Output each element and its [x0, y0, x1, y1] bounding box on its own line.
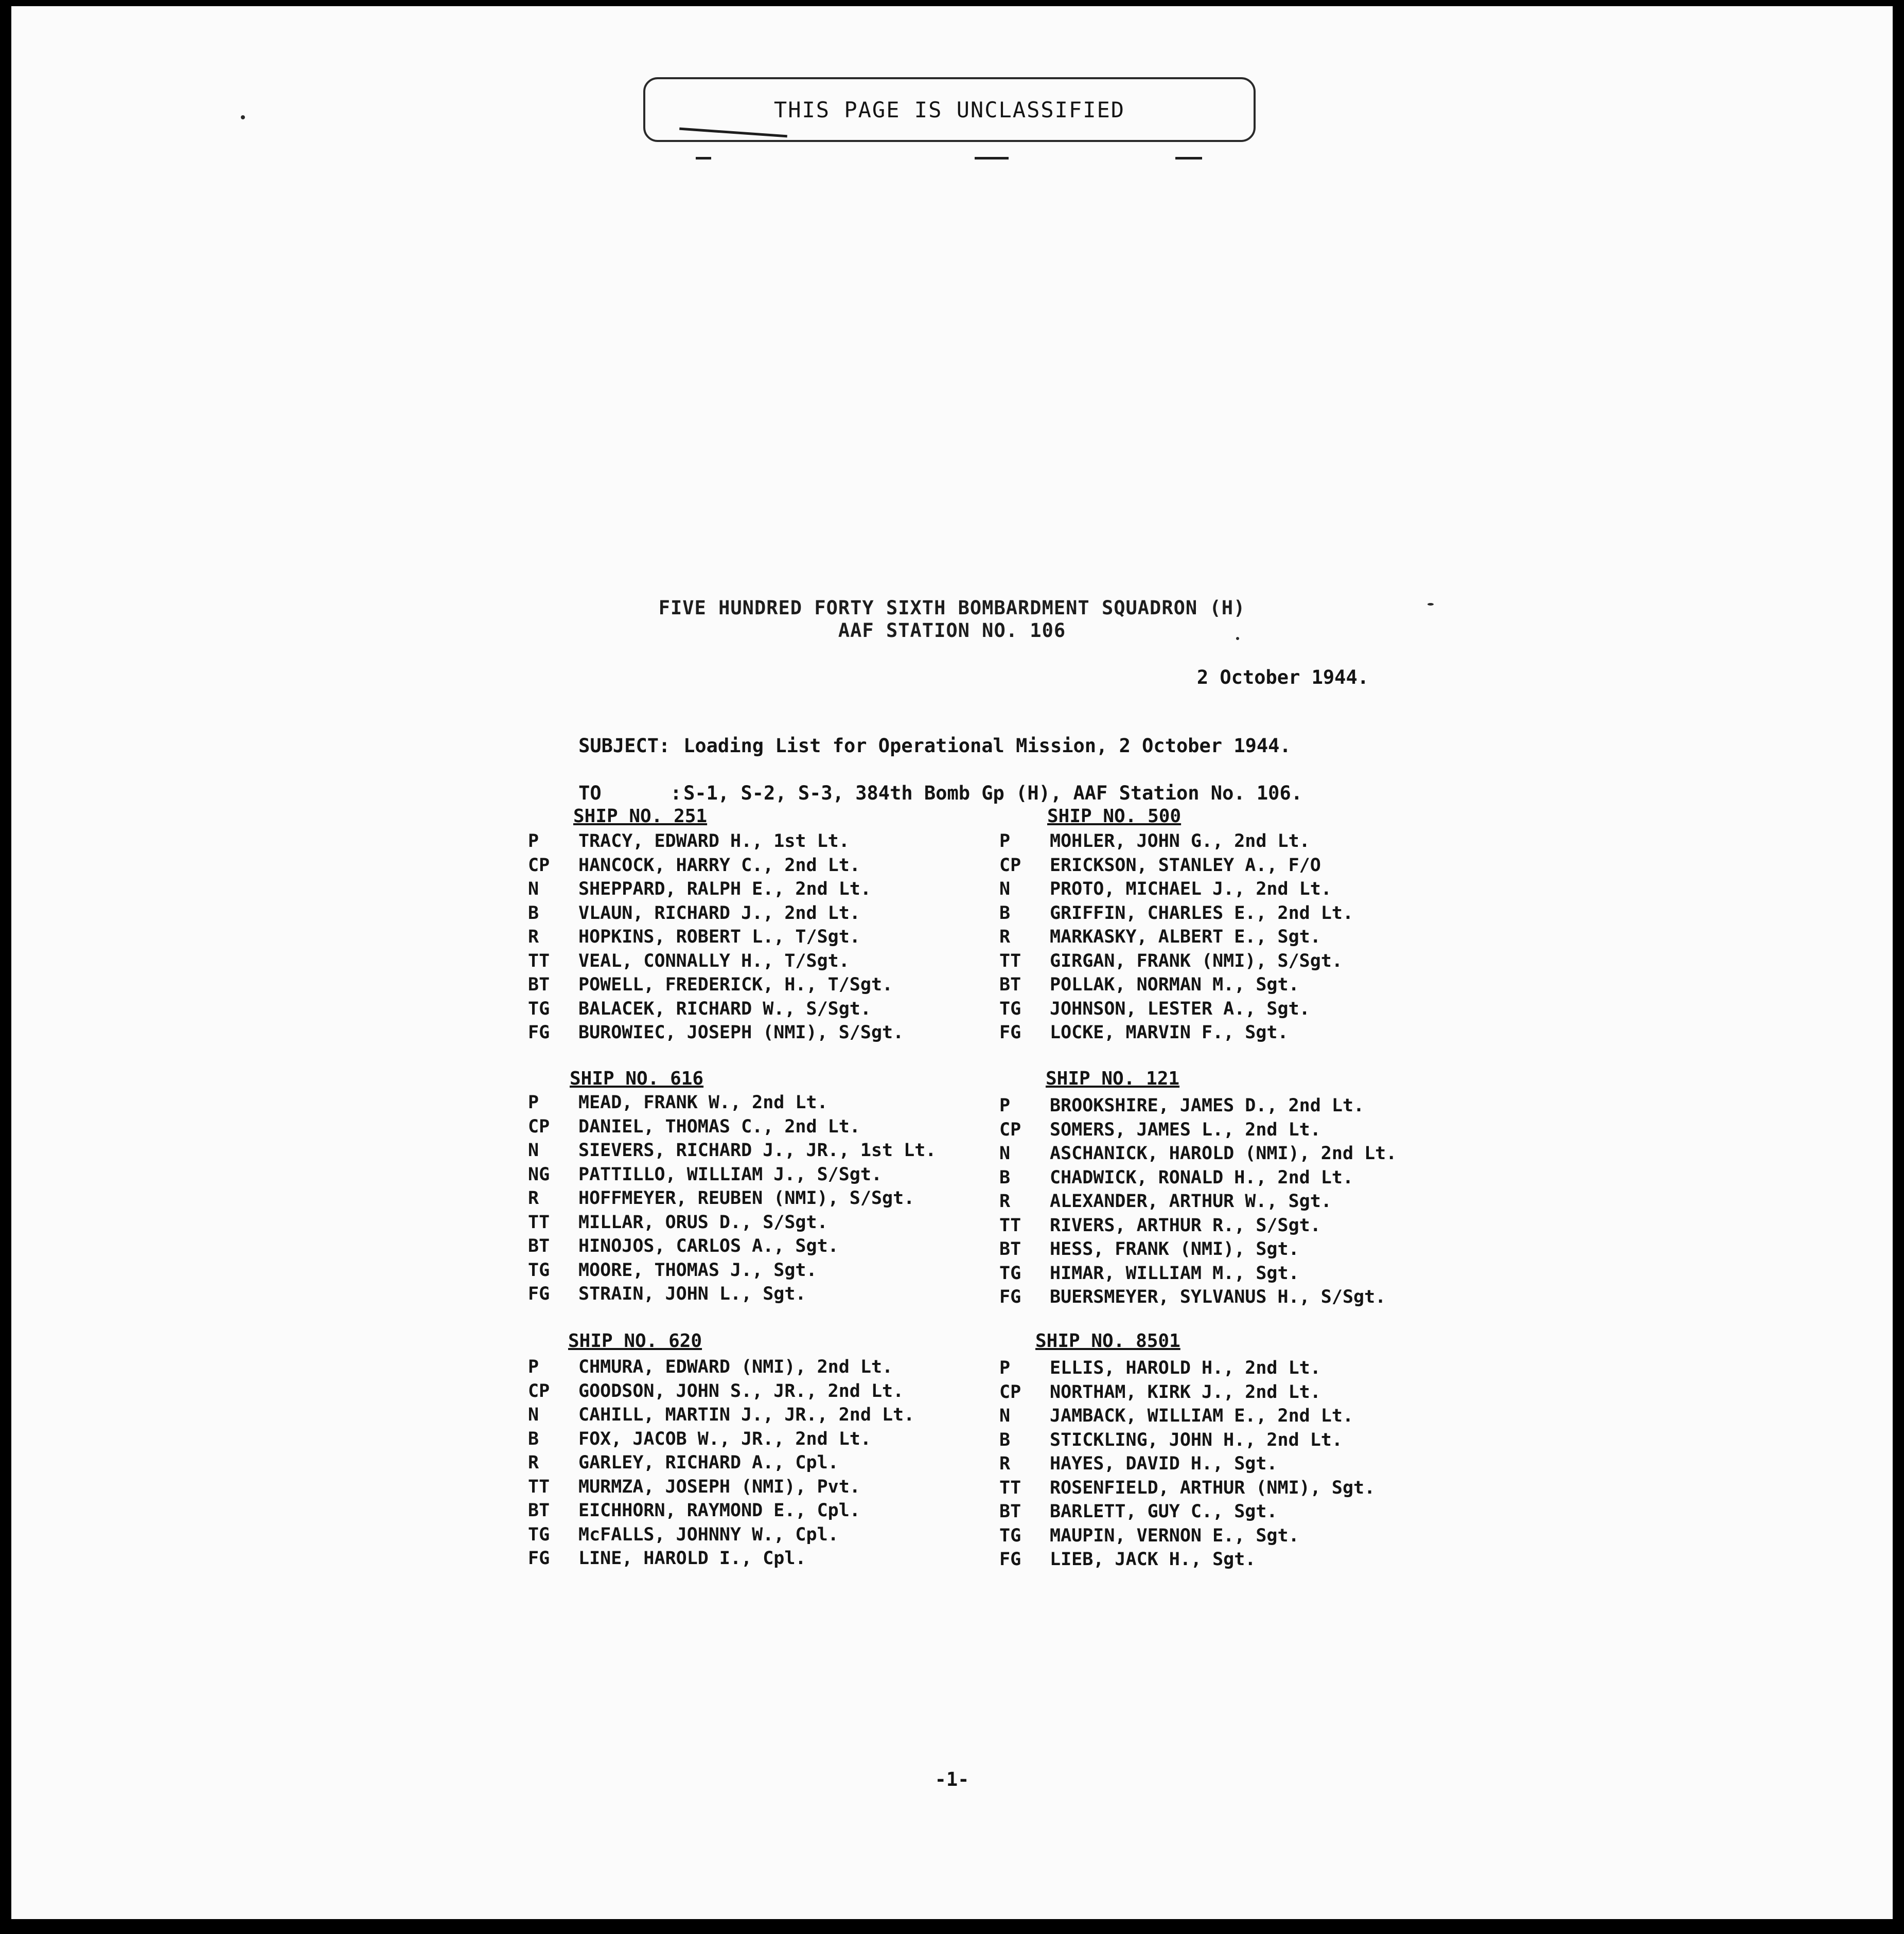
crew-name: SOMERS, JAMES L., 2nd Lt.: [1050, 1119, 1321, 1140]
crew-position: TT: [999, 1215, 1021, 1236]
crew-row: [528, 925, 971, 949]
crew-row: [528, 1163, 971, 1187]
crew-position: CP: [999, 1119, 1021, 1140]
crew-row: [528, 1139, 971, 1163]
crew-name: FOX, JACOB W., JR., 2nd Lt.: [578, 1428, 871, 1449]
crew-row: [999, 1285, 1442, 1309]
crew-name: NORTHAM, KIRK J., 2nd Lt.: [1050, 1381, 1321, 1403]
crew-row: [528, 877, 971, 901]
subject-label: SUBJECT:: [578, 735, 671, 757]
ship-title: SHIP NO. 620: [568, 1330, 702, 1352]
crew-position: TG: [528, 1259, 550, 1281]
crew-row: [999, 1190, 1442, 1214]
crew-row: [999, 901, 1442, 926]
crew-row: [528, 1403, 971, 1427]
crew-name: MARKASKY, ALBERT E., Sgt.: [1050, 927, 1321, 948]
crew-position: B: [528, 902, 539, 924]
crew-name: ROSENFIELD, ARTHUR (NMI), Sgt.: [1050, 1477, 1376, 1498]
crew-row: [999, 949, 1442, 973]
crew-row: [999, 1380, 1442, 1405]
crew-position: BT: [999, 1501, 1021, 1522]
crew-position: NG: [528, 1164, 550, 1185]
crew-row: [999, 925, 1442, 949]
crew-row: [528, 973, 971, 997]
crew-position: CP: [999, 1381, 1021, 1403]
crew-position: N: [999, 879, 1011, 900]
crew-row: [528, 1547, 971, 1571]
crew-row: [999, 1118, 1442, 1142]
crew-row: [528, 1258, 971, 1283]
crew-name: BUERSMEYER, SYLVANUS H., S/Sgt.: [1050, 1287, 1386, 1308]
ship-title: SHIP NO. 500: [1047, 806, 1182, 827]
crew-name: MURMZA, JOSEPH (NMI), Pvt.: [578, 1476, 860, 1497]
crew-name: POWELL, FREDERICK, H., T/Sgt.: [578, 974, 893, 996]
crew-name: GARLEY, RICHARD A., Cpl.: [578, 1452, 839, 1474]
crew-row: [999, 1094, 1442, 1118]
crew-row: [999, 1428, 1442, 1452]
crew-name: McFALLS, JOHNNY W., Cpl.: [578, 1524, 839, 1545]
crew-position: TT: [528, 950, 550, 971]
crew-name: HANCOCK, HARRY C., 2nd Lt.: [578, 855, 860, 876]
crew-position: R: [999, 1191, 1011, 1212]
stamp-mark: [975, 157, 1009, 159]
crew-name: MAUPIN, VERNON E., Sgt.: [1050, 1525, 1299, 1546]
crew-name: DANIEL, THOMAS C., 2nd Lt.: [578, 1116, 860, 1137]
crew-name: HINOJOS, CARLOS A., Sgt.: [578, 1236, 839, 1257]
crew-row: [528, 1091, 971, 1115]
crew-position: TG: [999, 998, 1021, 1019]
crew-position: P: [528, 1357, 539, 1378]
crew-position: TG: [999, 1263, 1021, 1284]
crew-position: P: [999, 831, 1011, 852]
crew-position: FG: [999, 1287, 1021, 1308]
crew-name: ASCHANICK, HAROLD (NMI), 2nd Lt.: [1050, 1143, 1397, 1164]
crew-position: R: [528, 927, 539, 948]
crew-position: CP: [528, 1380, 550, 1401]
crew-position: N: [999, 1143, 1011, 1164]
crew-row: [528, 829, 971, 854]
crew-list: [999, 829, 1442, 1045]
crew-row: [528, 1211, 971, 1235]
page-number: -1-: [935, 1768, 969, 1790]
crew-name: PROTO, MICHAEL J., 2nd Lt.: [1050, 879, 1332, 900]
crew-position: CP: [528, 855, 550, 876]
crew-name: CHMURA, EDWARD (NMI), 2nd Lt.: [578, 1357, 893, 1378]
crew-name: SHEPPARD, RALPH E., 2nd Lt.: [578, 879, 871, 900]
crew-position: B: [999, 1167, 1011, 1188]
crew-row: [528, 949, 971, 973]
crew-row: [528, 1115, 971, 1139]
crew-position: FG: [528, 1022, 550, 1043]
scan-speck: [241, 115, 245, 119]
crew-row: [999, 1452, 1442, 1476]
to-text: S-1, S-2, S-3, 384th Bomb Gp (H), AAF Station No. 106.: [683, 782, 1303, 804]
crew-name: HIMAR, WILLIAM M., Sgt.: [1050, 1263, 1299, 1284]
crew-position: BT: [999, 974, 1021, 996]
crew-row: [528, 1523, 971, 1547]
crew-position: N: [528, 879, 539, 900]
crew-row: [999, 1476, 1442, 1500]
document-date: 2 October 1944.: [1196, 666, 1369, 688]
crew-row: [528, 1427, 971, 1451]
crew-position: B: [999, 902, 1011, 924]
crew-list: [999, 1356, 1442, 1572]
crew-name: STICKLING, JOHN H., 2nd Lt.: [1050, 1429, 1343, 1450]
crew-name: CHADWICK, RONALD H., 2nd Lt.: [1050, 1167, 1354, 1188]
crew-row: [999, 973, 1442, 997]
crew-name: JAMBACK, WILLIAM E., 2nd Lt.: [1050, 1406, 1354, 1427]
crew-position: BT: [528, 1500, 550, 1521]
crew-row: [999, 1142, 1442, 1166]
crew-name: ERICKSON, STANLEY A., F/O: [1050, 855, 1321, 876]
crew-row: [528, 854, 971, 878]
to-label: TO :: [578, 782, 682, 804]
crew-name: GOODSON, JOHN S., JR., 2nd Lt.: [578, 1380, 904, 1401]
crew-row: [999, 1237, 1442, 1262]
crew-name: LOCKE, MARVIN F., Sgt.: [1050, 1022, 1289, 1043]
crew-position: R: [999, 927, 1011, 948]
crew-position: TT: [528, 1212, 550, 1233]
crew-name: HAYES, DAVID H., Sgt.: [1050, 1453, 1278, 1475]
crew-position: B: [528, 1428, 539, 1449]
crew-name: BUROWIEC, JOSEPH (NMI), S/Sgt.: [578, 1022, 904, 1043]
crew-position: TT: [999, 950, 1021, 971]
crew-position: R: [528, 1188, 539, 1209]
crew-row: [999, 1166, 1442, 1190]
crew-name: MOHLER, JOHN G., 2nd Lt.: [1050, 831, 1310, 852]
crew-name: MEAD, FRANK W., 2nd Lt.: [578, 1092, 828, 1113]
crew-row: [999, 829, 1442, 854]
crew-name: MILLAR, ORUS D., S/Sgt.: [578, 1212, 828, 1233]
stamp-mark: [696, 157, 711, 159]
crew-position: P: [528, 1092, 539, 1113]
crew-name: BROOKSHIRE, JAMES D., 2nd Lt.: [1050, 1095, 1365, 1116]
crew-position: R: [999, 1453, 1011, 1475]
crew-row: [528, 1451, 971, 1475]
crew-position: N: [528, 1140, 539, 1161]
crew-row: [528, 1234, 971, 1258]
crew-row: [999, 997, 1442, 1021]
crew-position: N: [999, 1406, 1011, 1427]
stamp-mark: [1175, 157, 1202, 159]
crew-row: [528, 1021, 971, 1045]
crew-position: CP: [999, 855, 1021, 876]
crew-row: [528, 1355, 971, 1379]
crew-name: ALEXANDER, ARTHUR W., Sgt.: [1050, 1191, 1332, 1212]
crew-position: FG: [528, 1548, 550, 1569]
crew-row: [999, 1404, 1442, 1428]
crew-name: TRACY, EDWARD H., 1st Lt.: [578, 831, 850, 852]
crew-position: N: [528, 1405, 539, 1426]
header-line-1: FIVE HUNDRED FORTY SIXTH BOMBARDMENT SQUADRON (H): [658, 597, 1246, 619]
crew-position: P: [999, 1095, 1011, 1116]
crew-name: BARLETT, GUY C., Sgt.: [1050, 1501, 1278, 1522]
crew-name: LINE, HAROLD I., Cpl.: [578, 1548, 806, 1569]
crew-list: [999, 1094, 1442, 1309]
header-line-2: AAF STATION NO. 106: [838, 619, 1066, 642]
crew-name: HESS, FRANK (NMI), Sgt.: [1050, 1239, 1299, 1260]
crew-position: TG: [528, 998, 550, 1019]
crew-position: BT: [528, 1236, 550, 1257]
ship-title: SHIP NO. 251: [573, 806, 708, 827]
crew-row: [999, 1021, 1442, 1045]
crew-name: GRIFFIN, CHARLES E., 2nd Lt.: [1050, 902, 1354, 924]
crew-position: TT: [999, 1477, 1021, 1498]
subject-text: Loading List for Operational Mission, 2 October 1944.: [683, 735, 1291, 757]
crew-position: FG: [999, 1549, 1021, 1570]
crew-row: [999, 1214, 1442, 1238]
crew-name: CAHILL, MARTIN J., JR., 2nd Lt.: [578, 1405, 915, 1426]
crew-row: [528, 1282, 971, 1306]
ship-title: SHIP NO. 616: [570, 1068, 704, 1089]
crew-name: POLLAK, NORMAN M., Sgt.: [1050, 974, 1299, 996]
document-page: [11, 6, 1893, 1919]
crew-row: [528, 1499, 971, 1523]
crew-name: HOFFMEYER, REUBEN (NMI), S/Sgt.: [578, 1188, 915, 1209]
crew-row: [528, 1186, 971, 1211]
crew-position: BT: [528, 974, 550, 996]
crew-row: [528, 1475, 971, 1499]
crew-name: EICHHORN, RAYMOND E., Cpl.: [578, 1500, 860, 1521]
crew-row: [999, 1524, 1442, 1548]
crew-position: P: [528, 831, 539, 852]
crew-name: MOORE, THOMAS J., Sgt.: [578, 1259, 817, 1281]
scan-speck: [1427, 603, 1434, 606]
crew-list: [528, 1091, 971, 1306]
crew-row: [999, 1356, 1442, 1380]
crew-name: LIEB, JACK H., Sgt.: [1050, 1549, 1256, 1570]
crew-position: B: [999, 1429, 1011, 1450]
crew-row: [999, 1262, 1442, 1286]
crew-position: TT: [528, 1476, 550, 1497]
crew-name: PATTILLO, WILLIAM J., S/Sgt.: [578, 1164, 883, 1185]
crew-name: SIEVERS, RICHARD J., JR., 1st Lt.: [578, 1140, 937, 1161]
crew-position: TG: [528, 1524, 550, 1545]
crew-list: [528, 1355, 971, 1571]
crew-name: BALACEK, RICHARD W., S/Sgt.: [578, 998, 871, 1019]
crew-row: [999, 877, 1442, 901]
crew-name: HOPKINS, ROBERT L., T/Sgt.: [578, 927, 860, 948]
crew-position: TG: [999, 1525, 1021, 1546]
crew-position: CP: [528, 1116, 550, 1137]
crew-position: FG: [999, 1022, 1021, 1043]
ship-title: SHIP NO. 121: [1046, 1068, 1180, 1089]
crew-row: [999, 1500, 1442, 1524]
crew-row: [528, 901, 971, 926]
crew-row: [999, 1548, 1442, 1572]
crew-position: P: [999, 1358, 1011, 1379]
crew-name: RIVERS, ARTHUR R., S/Sgt.: [1050, 1215, 1321, 1236]
crew-row: [528, 1379, 971, 1404]
ship-title: SHIP NO. 8501: [1035, 1330, 1180, 1352]
crew-name: STRAIN, JOHN L., Sgt.: [578, 1284, 806, 1305]
crew-name: ELLIS, HAROLD H., 2nd Lt.: [1050, 1358, 1321, 1379]
crew-name: VEAL, CONNALLY H., T/Sgt.: [578, 950, 850, 971]
crew-name: VLAUN, RICHARD J., 2nd Lt.: [578, 902, 860, 924]
crew-name: JOHNSON, LESTER A., Sgt.: [1050, 998, 1310, 1019]
crew-position: R: [528, 1452, 539, 1474]
crew-row: [528, 997, 971, 1021]
crew-position: FG: [528, 1284, 550, 1305]
crew-name: GIRGAN, FRANK (NMI), S/Sgt.: [1050, 950, 1343, 971]
classification-text: THIS PAGE IS UNCLASSIFIED: [773, 97, 1125, 122]
crew-row: [999, 854, 1442, 878]
scan-speck: [1236, 637, 1239, 640]
crew-list: [528, 829, 971, 1045]
crew-position: BT: [999, 1239, 1021, 1260]
